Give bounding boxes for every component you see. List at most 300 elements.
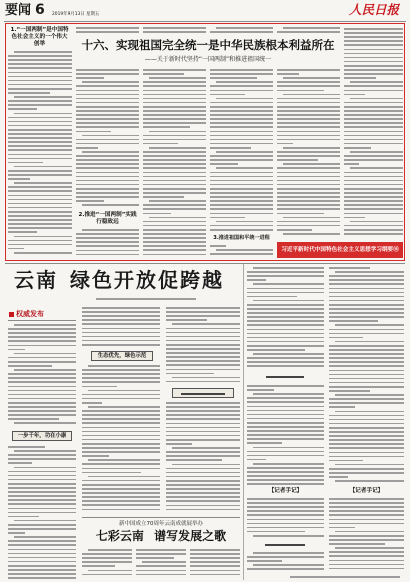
reporter-note-heading-1: 【记者手记】 (268, 488, 303, 494)
text-line (210, 184, 273, 186)
text-line (329, 415, 404, 417)
subhead-box-3 (172, 388, 234, 398)
text-line (76, 122, 139, 124)
text-line (329, 267, 370, 269)
text-line (210, 192, 273, 194)
text-line (344, 73, 403, 75)
text-line (277, 131, 340, 133)
text-line (8, 512, 76, 514)
text-line (283, 233, 340, 235)
text-line (136, 549, 186, 551)
text-line (166, 369, 240, 371)
body-text (76, 68, 139, 210)
text-line (277, 98, 340, 100)
text-line (247, 502, 324, 504)
text-line (210, 208, 273, 210)
text-line (8, 76, 72, 78)
text-line (8, 219, 72, 221)
body-text (82, 364, 160, 514)
text-line (247, 426, 324, 428)
text-line (283, 94, 340, 96)
text-line (210, 139, 273, 141)
text-line (283, 163, 340, 165)
text-line (8, 158, 72, 160)
column-label-text: 权威发布 (16, 310, 44, 318)
issue-date: 2019年9月13日 星期五 (52, 12, 100, 17)
body-text (143, 26, 206, 36)
text-line (329, 443, 404, 445)
text-line (329, 300, 404, 302)
text-line (166, 451, 240, 453)
body-text (8, 323, 76, 428)
text-line (216, 151, 273, 153)
text-line (82, 443, 160, 445)
text-line (8, 491, 76, 493)
text-line (136, 557, 174, 559)
text-line (76, 139, 139, 141)
text-line (143, 208, 206, 210)
text-line (82, 319, 160, 321)
text-line (82, 394, 160, 396)
text-line (143, 213, 171, 215)
text-line (253, 535, 324, 537)
text-line (82, 381, 160, 383)
text-line (329, 402, 404, 404)
text-line (210, 196, 273, 198)
text-line (247, 483, 324, 485)
body-text (247, 384, 324, 486)
text-line (216, 27, 273, 29)
text-line (8, 108, 37, 110)
text-line (329, 447, 404, 449)
text-line (329, 498, 404, 500)
text-line (172, 323, 240, 325)
text-line (166, 336, 240, 338)
text-line (344, 90, 403, 92)
text-line (143, 241, 206, 243)
text-line (344, 147, 371, 149)
text-line (344, 44, 403, 46)
text-line (82, 336, 160, 338)
text-line (247, 304, 324, 306)
text-line (166, 373, 214, 375)
text-line (143, 114, 206, 116)
text-line (8, 125, 72, 127)
text-line (283, 147, 340, 149)
text-line (82, 472, 141, 474)
text-line (329, 456, 404, 458)
reporter-note-heading-2: 【记者手记】 (349, 488, 384, 494)
text-line (247, 459, 266, 461)
text-line (88, 570, 132, 572)
text-line (88, 476, 160, 478)
text-line (344, 188, 403, 190)
text-line (329, 427, 404, 429)
text-line (166, 352, 240, 354)
text-line (210, 126, 273, 128)
text-line (82, 496, 160, 498)
text-line (210, 94, 245, 96)
text-line (8, 149, 72, 151)
text-line (8, 508, 76, 510)
text-line (143, 90, 206, 92)
text-line (344, 69, 403, 71)
text-line (247, 475, 324, 477)
text-line (14, 182, 72, 184)
text-line (143, 155, 206, 157)
text-line (344, 94, 365, 96)
text-line (216, 81, 273, 83)
text-line (253, 283, 324, 285)
text-line (247, 320, 324, 322)
column-rule (243, 264, 244, 580)
text-line (166, 435, 240, 437)
text-line (277, 69, 340, 71)
text-line (329, 510, 404, 512)
text-line (247, 337, 324, 339)
text-line (8, 357, 76, 359)
text-line (143, 204, 206, 206)
text-line (149, 147, 206, 149)
text-line (329, 283, 404, 285)
text-line (8, 133, 72, 135)
text-line (247, 389, 274, 391)
text-line (335, 341, 404, 343)
body-text (166, 401, 240, 514)
text-line (8, 377, 76, 379)
text-line (344, 53, 403, 55)
text-line (166, 476, 240, 478)
text-line (344, 213, 403, 215)
text-line (76, 85, 139, 87)
text-line (277, 221, 340, 223)
text-line (143, 172, 206, 174)
text-line (247, 288, 324, 290)
text-line (210, 118, 273, 120)
text-line (329, 527, 355, 529)
text-line (143, 225, 206, 227)
text-line (8, 569, 76, 571)
text-line (253, 393, 324, 395)
text-line (329, 535, 404, 537)
text-line (8, 390, 76, 392)
text-line (166, 427, 240, 429)
text-line (329, 365, 404, 367)
text-line (335, 411, 404, 413)
text-line (76, 163, 139, 165)
text-line (76, 90, 139, 92)
body-text (344, 27, 403, 239)
text-line (283, 77, 340, 79)
text-line (329, 316, 404, 318)
text-line (247, 560, 282, 562)
text-line (329, 279, 404, 281)
text-line (277, 200, 340, 202)
text-line (82, 151, 139, 153)
text-line (8, 100, 72, 102)
text-line (8, 67, 72, 69)
text-line (247, 527, 324, 529)
text-line (166, 418, 240, 420)
text-line (8, 386, 76, 388)
text-line (277, 102, 340, 104)
text-line (344, 225, 403, 227)
text-line (344, 180, 403, 182)
body-text (277, 26, 340, 36)
text-line (247, 385, 324, 387)
text-line (76, 143, 139, 145)
text-line (82, 565, 115, 567)
masthead-logo: 人民日报 (349, 2, 400, 17)
text-line (143, 122, 206, 124)
text-line (8, 170, 72, 172)
text-line (14, 166, 72, 168)
text-line (344, 57, 403, 59)
text-line (344, 192, 403, 194)
section-head-3: 3.推进祖国和平统一进程 (213, 235, 270, 241)
text-line (82, 492, 160, 494)
column-label (9, 310, 44, 318)
text-line (247, 519, 324, 521)
body-text (190, 548, 240, 579)
text-line (82, 81, 139, 83)
text-line (247, 451, 324, 453)
text-line (8, 361, 76, 363)
text-line (329, 439, 404, 441)
text-line (76, 126, 139, 128)
text-line (8, 63, 72, 65)
text-line (247, 455, 324, 457)
text-line (8, 381, 76, 383)
text-line (277, 73, 299, 75)
text-line (143, 143, 178, 145)
text-line (190, 561, 240, 563)
text-line (8, 59, 72, 61)
text-line (210, 204, 273, 206)
text-line (277, 192, 340, 194)
text-line (247, 418, 324, 420)
text-line (8, 178, 30, 180)
text-line (283, 217, 340, 219)
text-line (8, 104, 72, 106)
text-line (329, 361, 404, 363)
text-line (329, 370, 404, 372)
text-line (247, 410, 324, 412)
text-line (247, 471, 324, 473)
text-line (166, 468, 240, 470)
text-line (210, 245, 226, 247)
text-line (277, 213, 324, 215)
text-line (247, 365, 324, 367)
text-line (277, 159, 318, 161)
text-line (82, 427, 160, 429)
text-line (82, 344, 160, 346)
yunnan-title-place: 云南 (14, 268, 58, 292)
text-line (253, 353, 324, 355)
text-line (216, 167, 273, 169)
subhead-box-3-text (181, 393, 225, 395)
text-line (82, 340, 160, 342)
text-line (8, 479, 76, 481)
text-line (136, 553, 186, 555)
text-line (76, 131, 111, 133)
text-line (210, 69, 273, 71)
text-line (82, 398, 160, 400)
text-line (82, 451, 160, 453)
text-line (88, 390, 160, 392)
text-line (350, 221, 403, 223)
text-line (329, 398, 404, 400)
text-line (344, 110, 403, 112)
text-line (335, 324, 404, 326)
text-line (76, 94, 139, 96)
text-line (8, 154, 72, 156)
text-line (143, 110, 206, 112)
text-line (277, 151, 340, 153)
text-line (82, 509, 160, 511)
text-line (166, 423, 240, 425)
text-line (277, 114, 340, 116)
text-line (8, 240, 72, 242)
text-line (166, 414, 240, 416)
text-line (277, 126, 340, 128)
text-line (8, 402, 76, 404)
text-line (277, 106, 340, 108)
body-text (247, 551, 324, 573)
text-line (14, 236, 72, 238)
text-line (82, 480, 160, 482)
text-line (166, 406, 240, 408)
text-line (14, 324, 76, 326)
text-line (247, 531, 305, 533)
text-line (166, 360, 240, 362)
body-text (166, 306, 240, 385)
text-line (210, 159, 273, 161)
text-line (190, 557, 240, 559)
text-line (344, 85, 403, 87)
text-line (8, 84, 72, 86)
text-line (344, 172, 403, 174)
text-line (76, 69, 139, 71)
text-line (8, 328, 76, 330)
text-line (14, 520, 76, 522)
text-line (82, 553, 132, 555)
text-line (247, 271, 324, 273)
text-line (143, 180, 206, 182)
page-number: 6 (35, 2, 45, 18)
text-line (247, 329, 324, 331)
text-line (143, 98, 206, 100)
text-line (329, 349, 404, 351)
exhibition-kicker: 新中国成立70周年云南成就展举办 (119, 521, 203, 527)
text-line (329, 386, 404, 388)
text-line (76, 176, 139, 178)
text-line (344, 204, 403, 206)
body-text (8, 50, 72, 258)
text-line (8, 446, 45, 448)
text-line (329, 523, 404, 525)
text-line (247, 414, 324, 416)
text-line (344, 229, 403, 231)
subhead-box-1: 生态优先，绿色示范 (91, 351, 153, 361)
text-line (166, 311, 240, 313)
text-line (344, 36, 403, 38)
text-line (166, 509, 240, 511)
body-text (82, 306, 160, 348)
text-line (82, 410, 160, 412)
text-line (247, 510, 324, 512)
text-line (247, 523, 324, 525)
text-line (14, 422, 76, 424)
text-line (8, 207, 72, 209)
text-line (210, 172, 273, 174)
text-line (247, 568, 324, 570)
text-line (329, 452, 404, 454)
text-line (8, 577, 76, 579)
text-line (8, 72, 72, 74)
text-line (247, 506, 324, 508)
text-line (76, 192, 139, 194)
text-line (143, 118, 206, 120)
text-line (88, 365, 160, 367)
header-rule (4, 21, 406, 22)
text-line (210, 147, 251, 149)
text-line (143, 237, 206, 239)
text-line (329, 460, 363, 462)
text-line (8, 471, 76, 473)
text-line (329, 288, 404, 290)
text-line (247, 442, 282, 444)
exhibition-rule (82, 517, 240, 518)
text-line (329, 506, 404, 508)
text-line (82, 431, 160, 433)
text-line (8, 145, 72, 147)
text-line (344, 114, 403, 116)
text-line (253, 300, 324, 302)
text-line (344, 61, 403, 63)
text-line (8, 365, 52, 367)
text-line (166, 431, 240, 433)
text-line (8, 454, 76, 456)
text-line (76, 167, 139, 169)
text-line (143, 229, 206, 231)
text-line (143, 135, 206, 137)
text-line (8, 398, 76, 400)
text-line (329, 568, 404, 570)
text-line (143, 73, 184, 75)
text-line (136, 565, 186, 567)
text-line (344, 32, 403, 34)
text-line (166, 307, 240, 309)
text-line (210, 163, 238, 165)
text-line (253, 267, 324, 269)
body-text (247, 266, 324, 372)
text-line (14, 369, 76, 371)
text-line (166, 492, 240, 494)
text-line (76, 73, 139, 75)
text-line (247, 397, 324, 399)
text-line (82, 204, 139, 206)
text-line (210, 155, 273, 157)
text-line (277, 85, 340, 87)
text-line (76, 250, 139, 252)
text-line (210, 90, 273, 92)
text-line (344, 126, 403, 128)
text-line (76, 118, 139, 120)
text-line (8, 553, 76, 555)
text-line (253, 463, 324, 465)
text-line (8, 516, 39, 518)
